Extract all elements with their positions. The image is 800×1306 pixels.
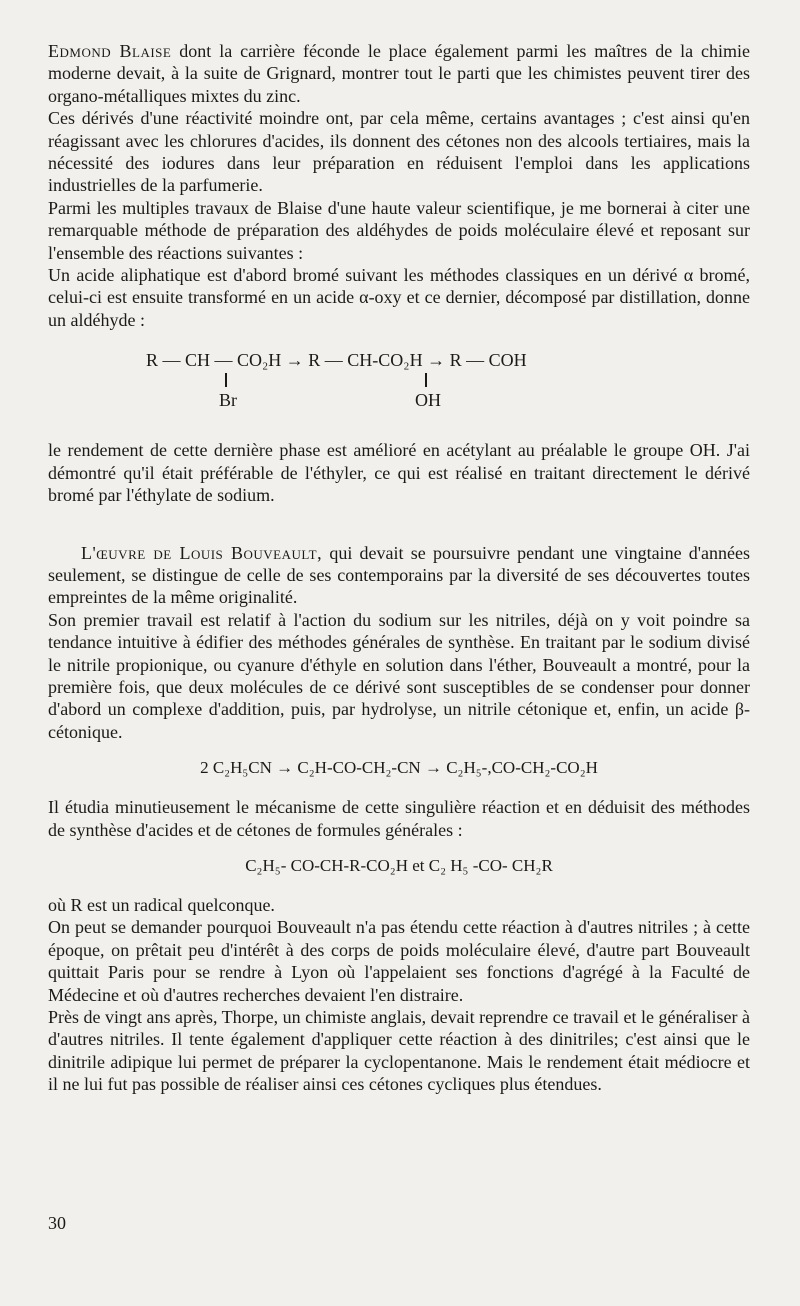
paragraph-radical: où R est un radical quelconque. bbox=[48, 894, 275, 915]
reaction-equation: R — CH — CO₂H → R — CH-CO₂H → R — COH bbox=[146, 350, 527, 371]
reaction-scheme-aldehyde bbox=[48, 349, 750, 415]
section-lead-bouveault: L'œuvre de Louis Bouveault, bbox=[81, 542, 323, 563]
paragraph-mechanism: Il étudia minutieusement le mécanisme de cette singulière réaction et en déduisit des méthodes de synthèse d'acides et de cétones de formules générales : bbox=[48, 797, 750, 840]
paragraph-derivatives: Ces dérivés d'une réactivité moindre ont, par cela même, certains avantages ; c'est ainsi qu'en réagissant avec les chlorures d'acides, ils donnent des cétones non des alcools tertiaires, mais la nécessité des iodures dans leur préparation en réduisent l'emploi dans les applications industrielles de la parfumerie. bbox=[48, 108, 750, 196]
substituent-oh: OH bbox=[415, 390, 441, 411]
paragraph-method: Un acide aliphatique est d'abord bromé suivant les méthodes classiques en un dérivé α bromé, celui-ci est ensuite transformé en un acide α-oxy et ce dernier, décomposé par distillation, donne un aldéhyde : bbox=[48, 265, 750, 330]
bond-line bbox=[425, 373, 427, 387]
formula-general: C₂H₅- CO-CH-R-CO₂H et C₂ H₅ -CO- CH₂R bbox=[245, 855, 553, 875]
author-name-blaise: Edmond Blaise bbox=[48, 41, 172, 61]
paragraph-works: Parmi les multiples travaux de Blaise d'une haute valeur scientifique, je me bornerai à citer une remarquable méthode de préparation des aldéhydes de poids moléculaire élevé et reposant sur l'ensemble des réactions suivantes : bbox=[48, 197, 750, 263]
paragraph-question: On peut se demander pourquoi Bouveault n'a pas étendu cette réaction à d'autres nitriles ; à cette époque, on prêtait peu d'intérêt à des corps de poids moléculaire élevé, d'autre part Bouveault quittait Paris pour se rendre à Lyon où l'appelaient ses fonctions d'agrégé à la Faculté de Médecine et où d'autres recherches devaient l'en distraire. bbox=[48, 917, 750, 1005]
paragraph-thorpe: Près de vingt ans après, Thorpe, un chimiste anglais, devait reprendre ce travail et le généraliser à d'autres nitriles. Il tente également d'appliquer cette réaction à des dinitriles; c'est ainsi que le dinitrile adipique lui permet de préparer la cyclopentanone. Mais le rendement était médiocre et il ne lui fut pas possible de réaliser ainsi ces cétones cycliques plus étendues. bbox=[48, 1007, 750, 1095]
reaction-substituents bbox=[48, 371, 750, 415]
bond-line bbox=[225, 373, 227, 387]
page-number: 30 bbox=[48, 1213, 66, 1233]
substituent-br: Br bbox=[219, 390, 237, 411]
paragraph-bouveault-intro: L'œuvre de Louis Bouveault, qui devait se poursuivre pendant une vingtaine d'années seulement, se distingue de celle de ses contemporains par la diversité de ses découvertes toutes empreintes de la même originalité. bbox=[48, 542, 751, 608]
paragraph-yield: le rendement de cette dernière phase est amélioré en acétylant au préalable le groupe OH. J'ai démontré qu'il était préférable de l'éthyler, ce qui est réalisé en traitant directement le dérivé bromé par l'éthylate de sodium. bbox=[48, 440, 750, 506]
paragraph-blaise-intro: Edmond Blaise dont la carrière féconde le place également parmi les maîtres de la chimie moderne devait, à la suite de Grignard, montrer tout le parti que les chimistes peuvent tirer des organo-métalliques mixtes du zinc. bbox=[48, 41, 750, 106]
paragraph-nitriles: Son premier travail est relatif à l'action du sodium sur les nitriles, déjà on y voit poindre sa tendance intuitive à édifier des méthodes générales de synthèse. En traitant par le sodium divisé le nitrile propionique, ou cyanure d'éthyle en solution dans l'éther, Bouveault a montré, pour la première fois, que deux molécules de ce dérivé sont susceptibles de se condenser pour donner d'abord un complexe d'addition, puis, par hydrolyse, un nitrile cétonique et, enfin, un acide β-cétonique. bbox=[48, 609, 750, 742]
formula-nitrile-condensation: 2 C₂H₅CN → C₂H-CO-CH₂-CN → C₂H₅-,CO-CH₂-CO₂H bbox=[200, 758, 598, 778]
